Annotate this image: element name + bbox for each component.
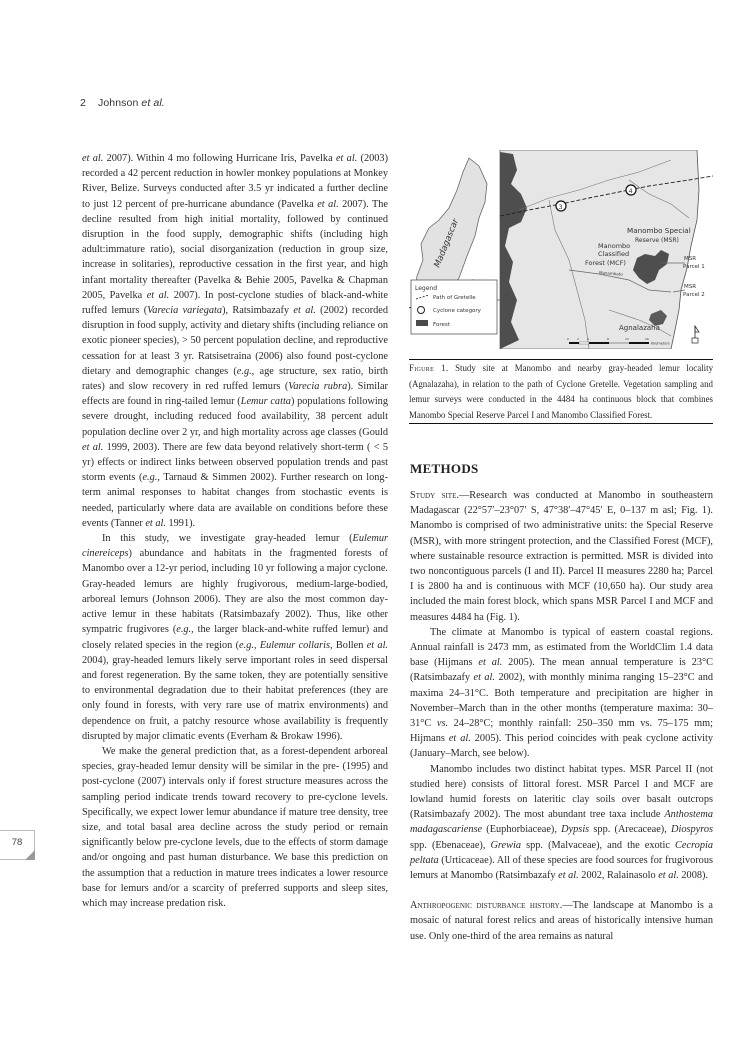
text: 2004), gray-headed lemurs likely serve important roles in seed dispersal and forest regeneration. By the same token, they are potentially sensitive to environmental degradation due to their habitat preferences (they are only found in forests, with very rare use of matrix environments) and dependence on fruit, a patchy resource whose availability is frequently disrupted by major climatic events (Everham & Brokaw 1996). — [82, 654, 388, 742]
text: 2005). The mean annual temperature is 23°C (Ratsimbazafy — [410, 657, 713, 684]
scale-tick-2: 2 — [577, 337, 579, 341]
scale-tick-8: 8 — [607, 337, 609, 341]
paragraph-climate — [410, 625, 713, 762]
text: ). Similar effects are found in ring-tailed lemur ( — [82, 381, 388, 408]
species-name: Diospyros — [671, 824, 713, 836]
paragraph-this-study — [82, 531, 388, 744]
text: , the larger black-and-white ruffed lemur) and closely related species in the region ( — [82, 624, 388, 651]
page-number-tab[interactable]: 78 — [0, 830, 35, 860]
caption-rule-bottom — [409, 423, 713, 424]
section-heading-methods: METHODS — [410, 461, 479, 476]
text: , — [253, 639, 260, 651]
species-name: Eulemur cinereiceps — [82, 533, 388, 560]
paragraph-hurricane-effects — [82, 151, 388, 531]
running-head-authors: Johnson — [97, 97, 139, 109]
italic-text: et al. — [317, 198, 339, 210]
study-site-map — [409, 150, 713, 349]
left-column — [82, 151, 388, 911]
cyclone-marker-3 — [556, 201, 566, 211]
caption-rule-top — [409, 359, 713, 360]
paragraph-prediction: We make the general prediction that, as a forest-dependent arboreal species, gray-headed lemur density will be similar in the pre- (1995) and post-cyclone (2007) intervals only if forest structure measures across the sampling period indicate trends toward recovery to pre-cyclone levels. Specifically, we expect lower lemur abundance if mature tree density, tree size, and total basal area decline across the study period or remain significantly below pre-cyclone levels, due to the effects of storm damage and/or ongoing and past human disturbance. We base this prediction on the assumption that a reduction in mature trees indicates a lower resource base for lemurs and/or a scarcity of preferred supports and sleep sites, which may increase predation risk. — [82, 745, 388, 909]
msr-label-line1: Manombo Special — [627, 226, 691, 235]
figure-1-map — [409, 150, 713, 349]
text: spp. (Ebenaceae), — [410, 839, 491, 851]
text: (2002) recorded disruption in food supply, activity and dietary shifts (including reliance on exotic pioneer species), > 50 percent population decline, and reproductive cessation for at least 3 yr. Ratsisetraina (2006) also found post-cyclone dietary and demographic changes ( — [82, 305, 389, 377]
text: (2003) recorded a 42 percent reduction in howler monkey populations at Monkey River, Belize. Surveys conducted after 3.5 yr indicated a further decline to just 12 percent of pre-hurricane abundance (Pavelka — [82, 153, 389, 210]
subheading-anthropogenic: Anthropogenic disturbance history. — [410, 900, 563, 912]
legend-item-forest: Forest — [433, 322, 450, 328]
italic-text: et al. — [82, 441, 104, 453]
subheading-study-site: Study site. — [410, 490, 459, 501]
species-name: Varecia rubra — [288, 381, 348, 393]
species-name: Lemur catta — [240, 396, 291, 408]
cyclone-category-label: 3 — [558, 203, 563, 211]
scale-tick-12: 12 — [625, 337, 629, 341]
caption-text: Study site at Manombo and nearby gray-headed lemur locality (Agnalazaha), in relation to the path of Cyclone Gretelle. Vegetation sampling and lemur surveys were conducted in the 4484 ha continuous block that combines Manombo Special Reserve Parcel I and Manombo Classified Forest. — [409, 363, 714, 420]
legend-item-path: Path of Gretelle — [433, 295, 476, 301]
figure-1-caption — [409, 361, 713, 423]
caption-label: Figure 1. — [409, 363, 449, 373]
text: , Bollen — [330, 639, 367, 651]
text: The landscape at Manombo is a mosaic of natural forest relics and areas of historically intensive human use. Only one-third of the area remains as natural — [410, 900, 713, 942]
mcf-label-line3: Forest (MCF) — [585, 259, 626, 267]
em-dash: — — [458, 490, 470, 501]
text: The climate at Manombo is typical of eastern coastal regions. Annual rainfall is 2473 mm, as estimated from the WorldClim 1.4 data base (Hijmans — [410, 626, 713, 669]
text: 24–28°C; monthly rainfall: 250–350 mm vs. 75–175 mm; Hijmans — [410, 718, 714, 745]
italic-text: et al. — [478, 657, 503, 669]
italic-text: et al. — [448, 733, 471, 745]
running-head — [80, 97, 165, 109]
text: Research was conducted at Manombo in southeastern Madagascar (22°57′–23°07′ S, 47°38′–47°45′ E, 0–137 m asl; Fig. 1). Manombo is comprised of two administrative units: the Special Reserve (MSR), with more stringent protection, and the Classified Forest (MCF), where sustainable resource extraction is permitted. MSR is divided into two noncontiguous parcels (I and II). Parcel II measures 2280 ha; Parcel I is 2800 ha and is continuous with MCF (10,650 ha). Our study area included the main forest block, which spans MSR Parcel I and MCF and measures 4484 ha (Fig. 1). — [410, 490, 714, 623]
italic-text: et al. — [558, 870, 579, 882]
text: 2007). Within 4 mo following Hurricane Iris, Pavelka — [103, 153, 336, 164]
text: (Euphorbiaceae), — [482, 824, 562, 836]
cyclone-category-label: 4 — [628, 187, 633, 195]
river-label: Manambato — [598, 270, 624, 277]
text: (Urticaceae). All of these species are food sources for frugivorous lemurs at Manombo (Ratsimbazafy — [410, 854, 713, 882]
page-number: 2 — [80, 97, 86, 109]
parcel2-label-line2: Parcel 2 — [683, 292, 705, 298]
legend-title: Legend — [415, 285, 438, 292]
species-name: Eulemur collaris — [259, 639, 331, 651]
scale-tick-16: 16 — [645, 337, 649, 341]
parcel1-label-line2: Parcel 1 — [683, 264, 705, 270]
italic-text: et al. — [145, 517, 166, 529]
paragraph-study-site — [410, 488, 713, 625]
italic-text: et al. — [82, 153, 104, 164]
text: 1991). — [165, 517, 196, 529]
msr-label-line2: Reserve (MSR) — [635, 237, 679, 244]
text: In this study, we investigate gray-headed lemur ( — [102, 533, 353, 545]
species-name: Anthostema madagascariense — [410, 809, 713, 836]
scale-unit: Kilometers — [651, 341, 670, 346]
italic-text: et al. — [658, 870, 679, 882]
species-name: Cecropia peltata — [410, 839, 713, 866]
em-dash: — — [562, 900, 573, 912]
legend — [411, 280, 497, 334]
text: Manombo includes two distinct habitat types. MSR Parcel II (not studied here) consists of littoral forest. MSR Parcel I and MCF are lowland humid forests on lateritic clay soils over basalt outcrops (Ratsimbazafy 2002). The most abundant tree taxa include — [410, 763, 713, 821]
text: spp. (Arecaceae), — [589, 824, 672, 836]
paragraph-anthropogenic — [410, 898, 713, 944]
text: 2007). The decline resulted from high initial mortality, followed by continued disruption in the food supply, demographic shifts (including high adult:immature ratio), social disorganization (reduction in group size, increase in solitaries), reproductive cessation in the first year, and high infant mortality thereafter (Pavelka & Behie 2005, Pavelka & Chapman 2005, Pavelka — [82, 198, 388, 301]
parcel1-label-line1: MSR — [684, 256, 697, 262]
scale-tick-4: 4 — [587, 337, 589, 341]
main-map-panel — [500, 150, 713, 349]
species-name: Grewia — [490, 839, 522, 851]
parcel2-label-line1: MSR — [684, 284, 697, 290]
text: 2002), with monthly minima ranging 15–23°C and maxima 24–31°C. Both temperature and precipitation are higher in November–March than in the other months (temperature maxima: 30–31°C — [410, 672, 713, 730]
text: spp. (Malvaceae), and the exotic — [521, 839, 676, 851]
italic-text: e.g. — [236, 365, 252, 377]
text: ) abundance and habitats in the fragmented forests of Manombo over a 12-yr period, including 10 yr following a major cyclone. Gray-headed lemurs are highly frugivorous, medium-large-bodied, arboreal lemurs (Johnson 2006). They are also the most common day-active lemur in these habitats (Ratsimbazafy 2002). Thus, like other sympatric frugivores ( — [82, 548, 388, 636]
italic-text: e.g. — [142, 472, 158, 484]
paragraph-habitat — [410, 762, 713, 884]
text: ) populations following severe drought, including reduced food availability, 38 percent adult population decline over 2 yr, and high mortality across age classes (Gould — [82, 396, 388, 438]
cyclone-marker-4 — [626, 185, 636, 195]
running-head-etal: et al. — [141, 97, 165, 109]
italic-text: et al. — [146, 289, 170, 301]
italic-text: e.g. — [176, 624, 192, 636]
mcf-label-line1: Manombo — [598, 242, 631, 250]
text: , Tarnaud & Simmen 2002). Further research on long-term animal responses to habitat changes from stochastic events is needed, particularly where data are available on conditions before these events (Tanner — [82, 472, 388, 529]
text: 2005). This period coincides with peak cyclone activity (January–March, see below). — [410, 733, 713, 760]
text: 1999, 2003). There are few data beyond relatively short-term ( < 5 yr) effects or indirect links between observed population trends and past storm events ( — [82, 441, 388, 484]
text: ), Ratsimbazafy — [222, 305, 294, 317]
right-column — [410, 488, 713, 944]
text: 2002, Ralainasolo — [578, 870, 659, 882]
italic-text: vs. — [436, 718, 449, 730]
agnalazaha-label: Agnalazaha — [619, 324, 660, 332]
italic-text: et al. — [293, 305, 316, 317]
species-name: Varecia variegata — [147, 305, 223, 317]
legend-forest-swatch — [416, 320, 428, 326]
text: 2007). In post-cyclone studies of black-and-white ruffed lemurs ( — [82, 289, 388, 317]
mcf-label-line2: Classified — [598, 250, 630, 258]
text: , age structure, sex ratio, birth rates) and slow recovery in red ruffed lemurs ( — [82, 365, 388, 393]
italic-text: et al. — [366, 639, 389, 651]
italic-text: e.g. — [239, 639, 254, 651]
species-name: Dypsis — [561, 824, 590, 836]
text: 2008). — [678, 870, 708, 882]
legend-item-cyclone: Cyclone category — [433, 308, 481, 314]
italic-text: et al. — [473, 672, 495, 684]
madagascar-label: Madagascar — [432, 217, 462, 270]
scale-tick-0: 0 — [567, 337, 569, 341]
italic-text: et al. — [335, 153, 358, 164]
